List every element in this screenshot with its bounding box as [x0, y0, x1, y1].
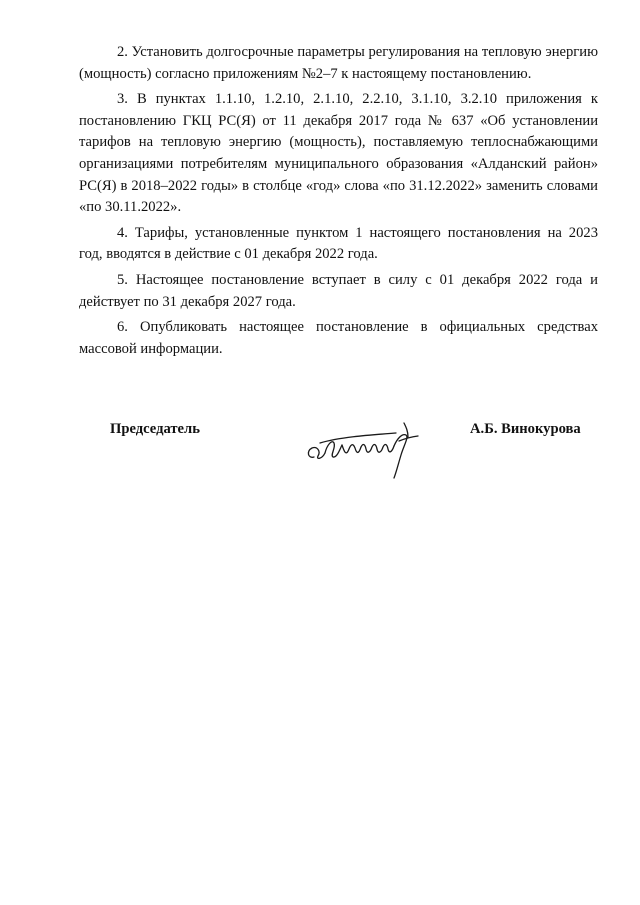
- paragraph-2: 2. Установить долгосрочные параметры регулирования на тепловую энергию (мощность) согласно приложениям №2–7 к настоящему постановлению.: [79, 44, 598, 82]
- signatory-name: А.Б. Винокурова: [470, 421, 581, 437]
- paragraph-5: 5. Настоящее постановление вступает в силу с 01 декабря 2022 года и действует по 31 декабря 2027 года.: [79, 271, 598, 310]
- signatory-title: Председатель: [110, 421, 200, 437]
- paragraph-4: 4. Тарифы, установленные пунктом 1 настоящего постановления на 2023 год, вводятся в действие с 01 декабря 2022 года.: [79, 224, 598, 263]
- document-body: [79, 42, 598, 364]
- paragraph-3: 3. В пунктах 1.1.10, 1.2.10, 2.1.10, 2.2.10, 3.1.10, 3.2.10 приложения к постановлению ГКЦ РС(Я) от 11 декабря 2017 года № 637 «Об установлении тарифов на тепловую энергию (мощность), поставляемую теплоснабжающими организациями потребителям муниципального образования «Алданский район» РС(Я) в 2018–2022 годы» в столбце «год» слова «по 31.12.2022» заменить словами «по 30.11.2022».: [79, 91, 598, 216]
- paragraph-6: 6. Опубликовать настоящее постановление в официальных средствах массовой информации.: [79, 319, 598, 357]
- handwritten-signature: [300, 415, 435, 485]
- signature-block: [0, 415, 640, 495]
